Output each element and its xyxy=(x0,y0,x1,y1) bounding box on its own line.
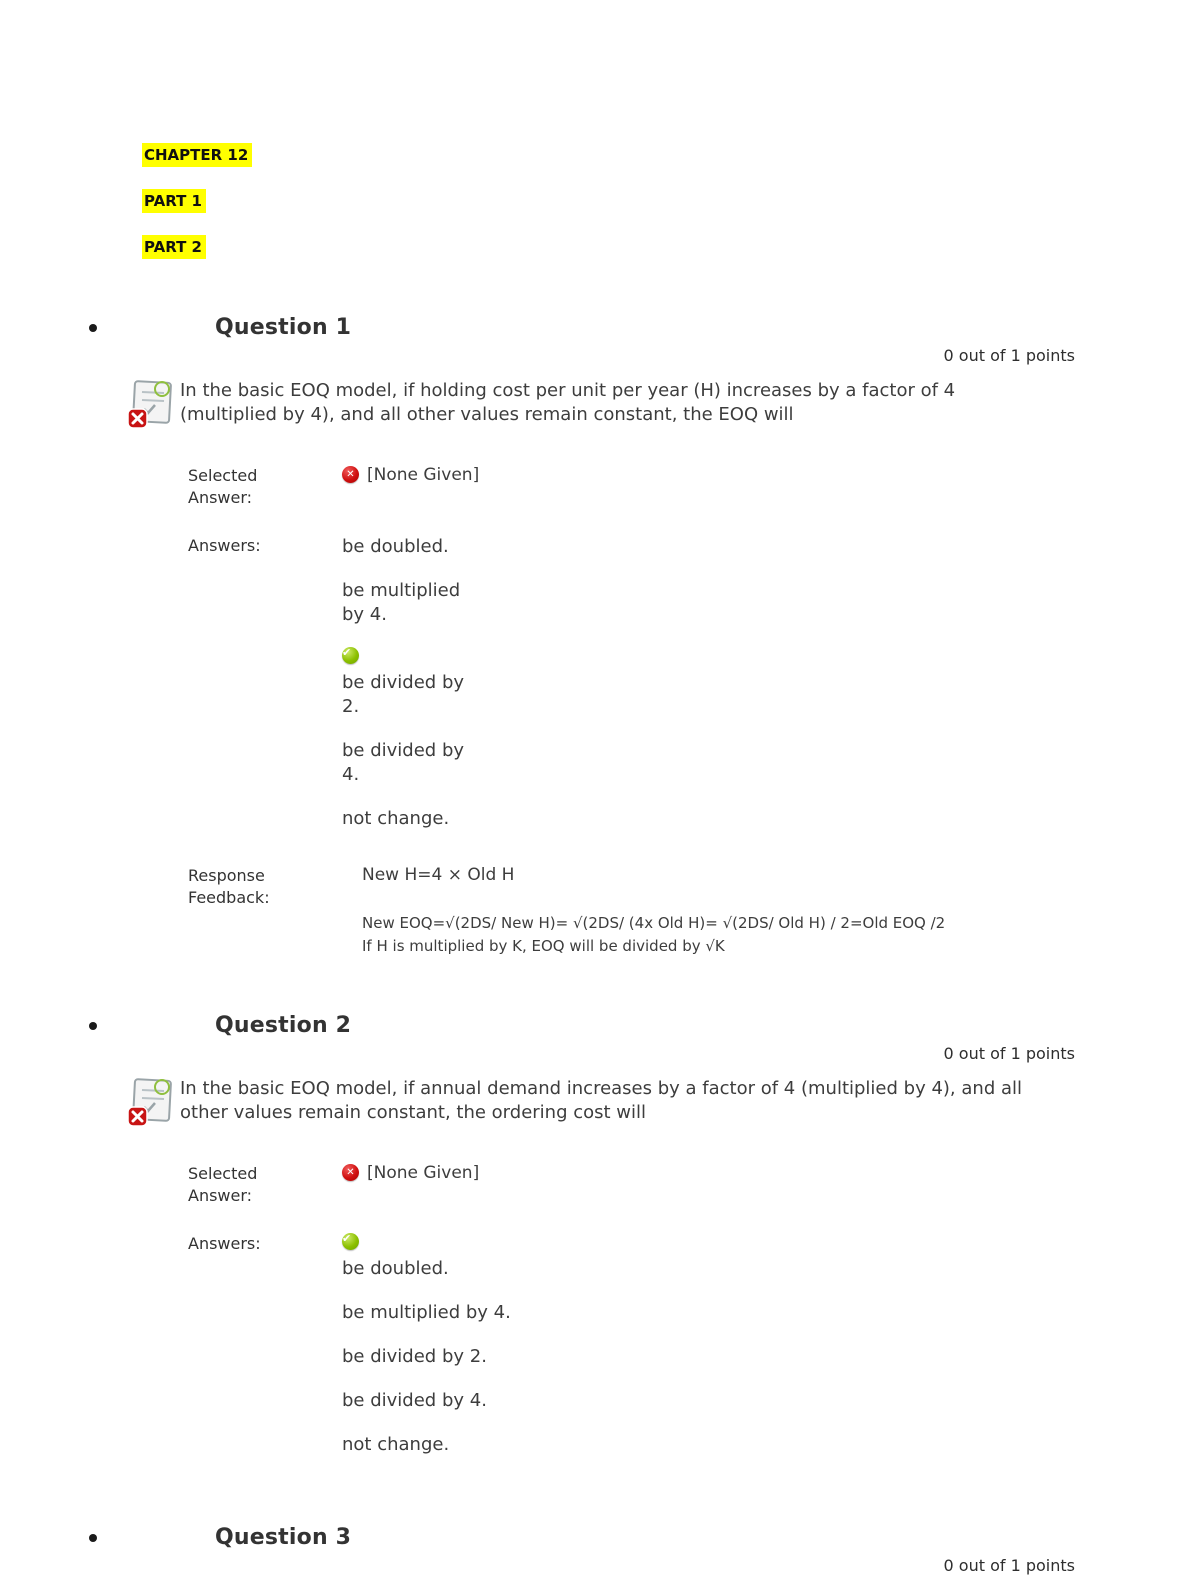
answers-row xyxy=(188,535,1200,851)
top-headings xyxy=(142,143,1200,259)
answer-text: not change. xyxy=(342,808,450,829)
question-block xyxy=(0,1013,1200,1477)
question-points: 0 out of 1 points xyxy=(943,346,1075,365)
selected-answer-text: [None Given] xyxy=(367,465,480,485)
response-feedback-row xyxy=(188,865,1200,957)
question-title: Question 1 xyxy=(215,315,352,340)
selected-answer-text: [None Given] xyxy=(367,1163,480,1183)
selected-answer-label: Selected Answer: xyxy=(188,1164,258,1205)
question-header xyxy=(0,315,1200,340)
answers-label: Answers: xyxy=(188,1234,261,1253)
question-header xyxy=(0,1013,1200,1038)
highlighted-heading: PART 2 xyxy=(142,235,206,259)
answers-row xyxy=(188,1233,1200,1477)
bullet-icon xyxy=(89,1534,97,1542)
question-points: 0 out of 1 points xyxy=(943,1044,1075,1063)
questions-container xyxy=(0,315,1200,1575)
feedback-line: New EOQ=√(2DS/ New H)= √(2DS/ (4x Old H)= √(2DS/ Old H) / 2=Old EOQ /2 xyxy=(362,914,946,932)
feedback-line: If H is multiplied by K, EOQ will be divided by √K xyxy=(362,937,725,955)
correct-check-icon: ✔ xyxy=(342,647,359,664)
answer-text: be doubled. xyxy=(342,536,449,557)
answer-option xyxy=(342,1345,1200,1369)
question-title: Question 2 xyxy=(215,1013,352,1038)
answer-option xyxy=(342,1233,1200,1281)
answer-option xyxy=(342,647,1200,719)
bullet-icon xyxy=(89,324,97,332)
answer-text: be multiplied by 4. xyxy=(342,1302,511,1323)
bullet-icon xyxy=(89,1022,97,1030)
answers-list xyxy=(342,1233,1200,1477)
answer-option xyxy=(342,1433,1200,1457)
response-feedback-label: Response Feedback: xyxy=(188,866,270,907)
selected-answer-label: Selected Answer: xyxy=(188,466,258,507)
answer-text: be divided by 4. xyxy=(342,1390,487,1411)
question-body xyxy=(124,1075,1140,1127)
answer-text: be multiplied by 4. xyxy=(342,580,461,625)
answer-text: be divided by 4. xyxy=(342,740,465,785)
answers-label: Answers: xyxy=(188,536,261,555)
answers-list xyxy=(342,535,1200,851)
incorrect-x-icon: ✕ xyxy=(342,466,359,483)
selected-answer-value xyxy=(342,465,1200,509)
question-text: In the basic EOQ model, if holding cost per unit per year (H) increases by a factor of 4 (multiplied by 4), and all other values remain constant, the EOQ will xyxy=(180,380,956,425)
answer-text: be divided by 2. xyxy=(342,1346,487,1367)
correct-check-icon: ✔ xyxy=(342,1233,359,1250)
answer-text: not change. xyxy=(342,1434,450,1455)
answer-text: be divided by 2. xyxy=(342,672,465,717)
answer-option xyxy=(342,579,1200,627)
question-body xyxy=(124,377,1140,429)
answer-option xyxy=(342,535,1200,559)
question-title: Question 3 xyxy=(215,1525,352,1550)
answer-option xyxy=(342,1301,1200,1325)
selected-answer-row xyxy=(188,465,1200,509)
incorrect-x-icon: ✕ xyxy=(342,1164,359,1181)
question-text: In the basic EOQ model, if annual demand increases by a factor of 4 (multiplied by 4), and all other values remain constant, the ordering cost will xyxy=(180,1078,1022,1123)
feedback-line: New H=4 × Old H xyxy=(362,865,515,885)
question-points: 0 out of 1 points xyxy=(943,1556,1075,1575)
question-header xyxy=(0,1525,1200,1550)
answer-text: be doubled. xyxy=(342,1258,449,1279)
selected-answer-value xyxy=(342,1163,1200,1207)
answer-option xyxy=(342,807,1200,831)
answer-option xyxy=(342,739,1200,787)
highlighted-heading: CHAPTER 12 xyxy=(142,143,252,167)
answer-option xyxy=(342,1389,1200,1413)
quiz-paper-icon xyxy=(124,379,176,429)
feedback-list xyxy=(342,865,1200,957)
quiz-paper-icon xyxy=(124,1077,176,1127)
selected-answer-row xyxy=(188,1163,1200,1207)
highlighted-heading: PART 1 xyxy=(142,189,206,213)
question-block xyxy=(0,1525,1200,1575)
question-block xyxy=(0,315,1200,957)
